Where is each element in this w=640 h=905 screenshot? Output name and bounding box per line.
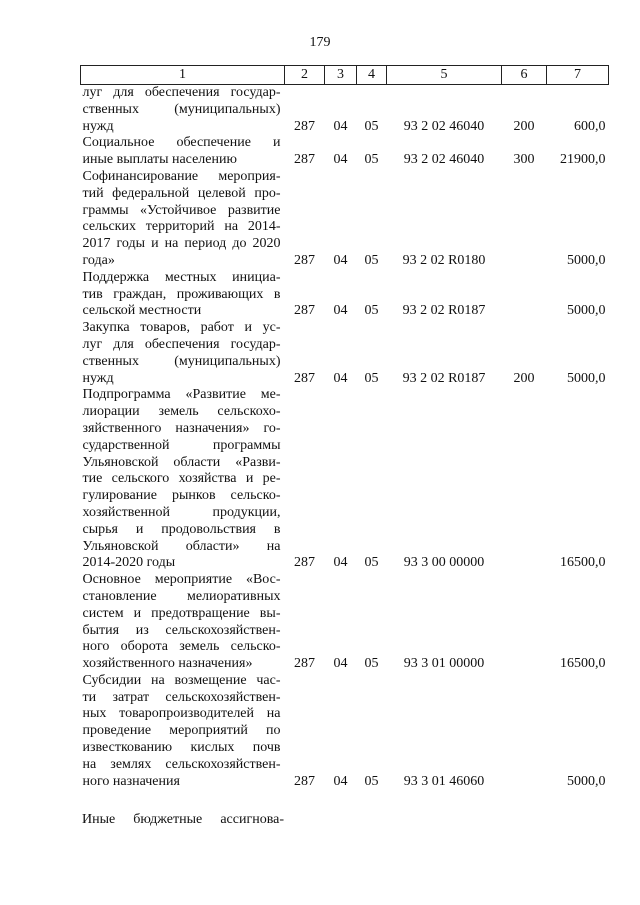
- description-line: 2014-2020 годы: [82, 555, 176, 571]
- row-description: [81, 135, 285, 169]
- subsection-code: 05: [364, 152, 379, 168]
- description-line: луг для обеспечения государ-: [82, 336, 281, 352]
- row-description: [81, 270, 285, 320]
- header-cell: 1: [81, 66, 285, 85]
- description-line: Поддержка местных инициа-: [82, 269, 281, 285]
- description-line: Подпрограмма «Развитие ме-: [82, 387, 281, 403]
- ministry-code: 287: [294, 555, 315, 571]
- amount: 5000,0: [567, 303, 606, 319]
- target-article-code: 93 3 00 00000: [403, 555, 485, 571]
- trailing-line: Иные бюджетные ассигнова-: [82, 812, 284, 827]
- description-line: хозяйственной продукции,: [82, 504, 281, 520]
- section-code: 04: [333, 152, 348, 168]
- description-line: известкованию кислых почв: [82, 740, 281, 756]
- expense-type-code: [502, 169, 547, 270]
- ministry-code: 287: [294, 656, 315, 672]
- target-article-code: 93 2 02 R0187: [402, 303, 486, 319]
- table-row: [81, 572, 609, 673]
- description-line: гулирование рынков сельско-: [82, 488, 281, 504]
- description-line: сельской местности: [82, 303, 202, 319]
- description-line: тив граждан, проживающих в: [82, 286, 281, 302]
- header-cell: 2: [285, 66, 325, 85]
- subsection-code: 05: [364, 656, 379, 672]
- page-number: 179: [309, 35, 331, 50]
- ministry-code: 287: [294, 152, 315, 168]
- description-line: ных товаропроизводителей на: [82, 706, 281, 722]
- ministry-code: 287: [294, 773, 315, 789]
- description-line: иные выплаты населению: [82, 152, 237, 168]
- target-article-code: 93 2 02 R0180: [402, 252, 486, 268]
- description-line: Ульяновской области» на: [82, 538, 281, 554]
- header-row: [81, 66, 609, 85]
- description-line: ного оборота земель сельско-: [82, 639, 281, 655]
- expense-type-code: [502, 572, 547, 673]
- row-description: [81, 673, 285, 791]
- description-line: проведение мероприятий по: [82, 723, 281, 739]
- header-cell: 3: [325, 66, 357, 85]
- target-article-code: 93 2 02 46040: [403, 118, 485, 134]
- target-article-code: 93 2 02 46040: [403, 152, 485, 168]
- expense-type-code: 300: [513, 152, 535, 168]
- amount: 5000,0: [567, 773, 606, 789]
- row-description: [81, 169, 285, 270]
- header-cell: 7: [547, 66, 609, 85]
- subsection-code: 05: [364, 773, 379, 789]
- expense-type-code: [502, 387, 547, 572]
- description-line: тие сельского хозяйства и ре-: [82, 471, 281, 487]
- section-code: 04: [333, 252, 348, 268]
- description-line: ного назначения: [82, 773, 180, 789]
- description-line: Субсидии на возмещение час-: [82, 672, 281, 688]
- subsection-code: 05: [364, 370, 379, 386]
- expense-type-code: 200: [513, 370, 535, 386]
- ministry-code: 287: [294, 252, 315, 268]
- description-line: Софинансирование мероприя-: [82, 168, 281, 184]
- description-line: луг для обеспечения государ-: [82, 85, 281, 100]
- subsection-code: 05: [364, 555, 379, 571]
- description-line: сырья и продовольствия в: [82, 521, 281, 537]
- description-line: граммы «Устойчивое развитие: [82, 202, 281, 218]
- ministry-code: 287: [294, 370, 315, 386]
- expense-type-code: 200: [513, 118, 535, 134]
- description-line: нужд: [82, 118, 114, 134]
- header-cell: 6: [502, 66, 547, 85]
- amount: 5000,0: [567, 370, 606, 386]
- description-line: сударственной программы: [82, 437, 281, 453]
- description-line: систем и предотвращение вы-: [82, 605, 281, 621]
- description-line: становление мелиоративных: [82, 588, 281, 604]
- ministry-code: 287: [294, 118, 315, 134]
- description-line: сельских территорий на 2014-: [82, 219, 281, 235]
- description-line: нужд: [82, 370, 114, 386]
- description-line: Закупка товаров, работ и ус-: [82, 320, 281, 336]
- row-description: [81, 320, 285, 387]
- amount: 16500,0: [560, 656, 606, 672]
- description-line: ственных (муниципальных): [82, 101, 281, 117]
- description-line: Ульяновской области «Разви-: [82, 454, 281, 470]
- target-article-code: 93 2 02 R0187: [402, 370, 486, 386]
- description-line: 2017 годы и на период до 2020: [82, 236, 281, 252]
- description-line: ти затрат сельскохозяйствен-: [82, 689, 281, 705]
- description-line: тий федеральной целевой про-: [82, 185, 281, 201]
- section-code: 04: [333, 656, 348, 672]
- header-cell: 5: [387, 66, 502, 85]
- description-line: бытия из сельскохозяйствен-: [82, 622, 281, 638]
- description-line: года»: [82, 252, 115, 268]
- section-code: 04: [333, 773, 348, 789]
- expense-type-code: [502, 673, 547, 791]
- amount: 21900,0: [560, 152, 606, 168]
- description-line: на землях сельскохозяйствен-: [82, 756, 281, 772]
- subsection-code: 05: [364, 252, 379, 268]
- subsection-code: 05: [364, 118, 379, 134]
- budget-table: [80, 65, 608, 790]
- ministry-code: 287: [294, 303, 315, 319]
- description-line: Социальное обеспечение и: [82, 135, 281, 151]
- section-code: 04: [333, 303, 348, 319]
- table-row: [81, 135, 609, 169]
- table-row: [81, 673, 609, 791]
- amount: 5000,0: [567, 252, 606, 268]
- section-code: 04: [333, 370, 348, 386]
- header-cell: 4: [357, 66, 387, 85]
- table-row: [81, 169, 609, 270]
- expense-type-code: [502, 270, 547, 320]
- table-row: [81, 270, 609, 320]
- description-line: ственных (муниципальных): [82, 353, 281, 369]
- target-article-code: 93 3 01 00000: [403, 656, 485, 672]
- row-description: [81, 572, 285, 673]
- amount: 16500,0: [560, 555, 606, 571]
- row-description: [81, 387, 285, 572]
- description-line: хозяйственного назначения»: [82, 656, 253, 672]
- amount: 600,0: [574, 118, 606, 134]
- section-code: 04: [333, 555, 348, 571]
- table-row: [81, 387, 609, 572]
- section-code: 04: [333, 118, 348, 134]
- description-line: зяйственного назначения» го-: [82, 420, 281, 436]
- subsection-code: 05: [364, 303, 379, 319]
- description-line: Основное мероприятие «Вос-: [82, 572, 281, 588]
- target-article-code: 93 3 01 46060: [403, 773, 485, 789]
- row-description: [81, 85, 285, 136]
- table-row: [81, 85, 609, 136]
- table-row: [81, 320, 609, 387]
- description-line: лиорации земель сельскохо-: [82, 404, 281, 420]
